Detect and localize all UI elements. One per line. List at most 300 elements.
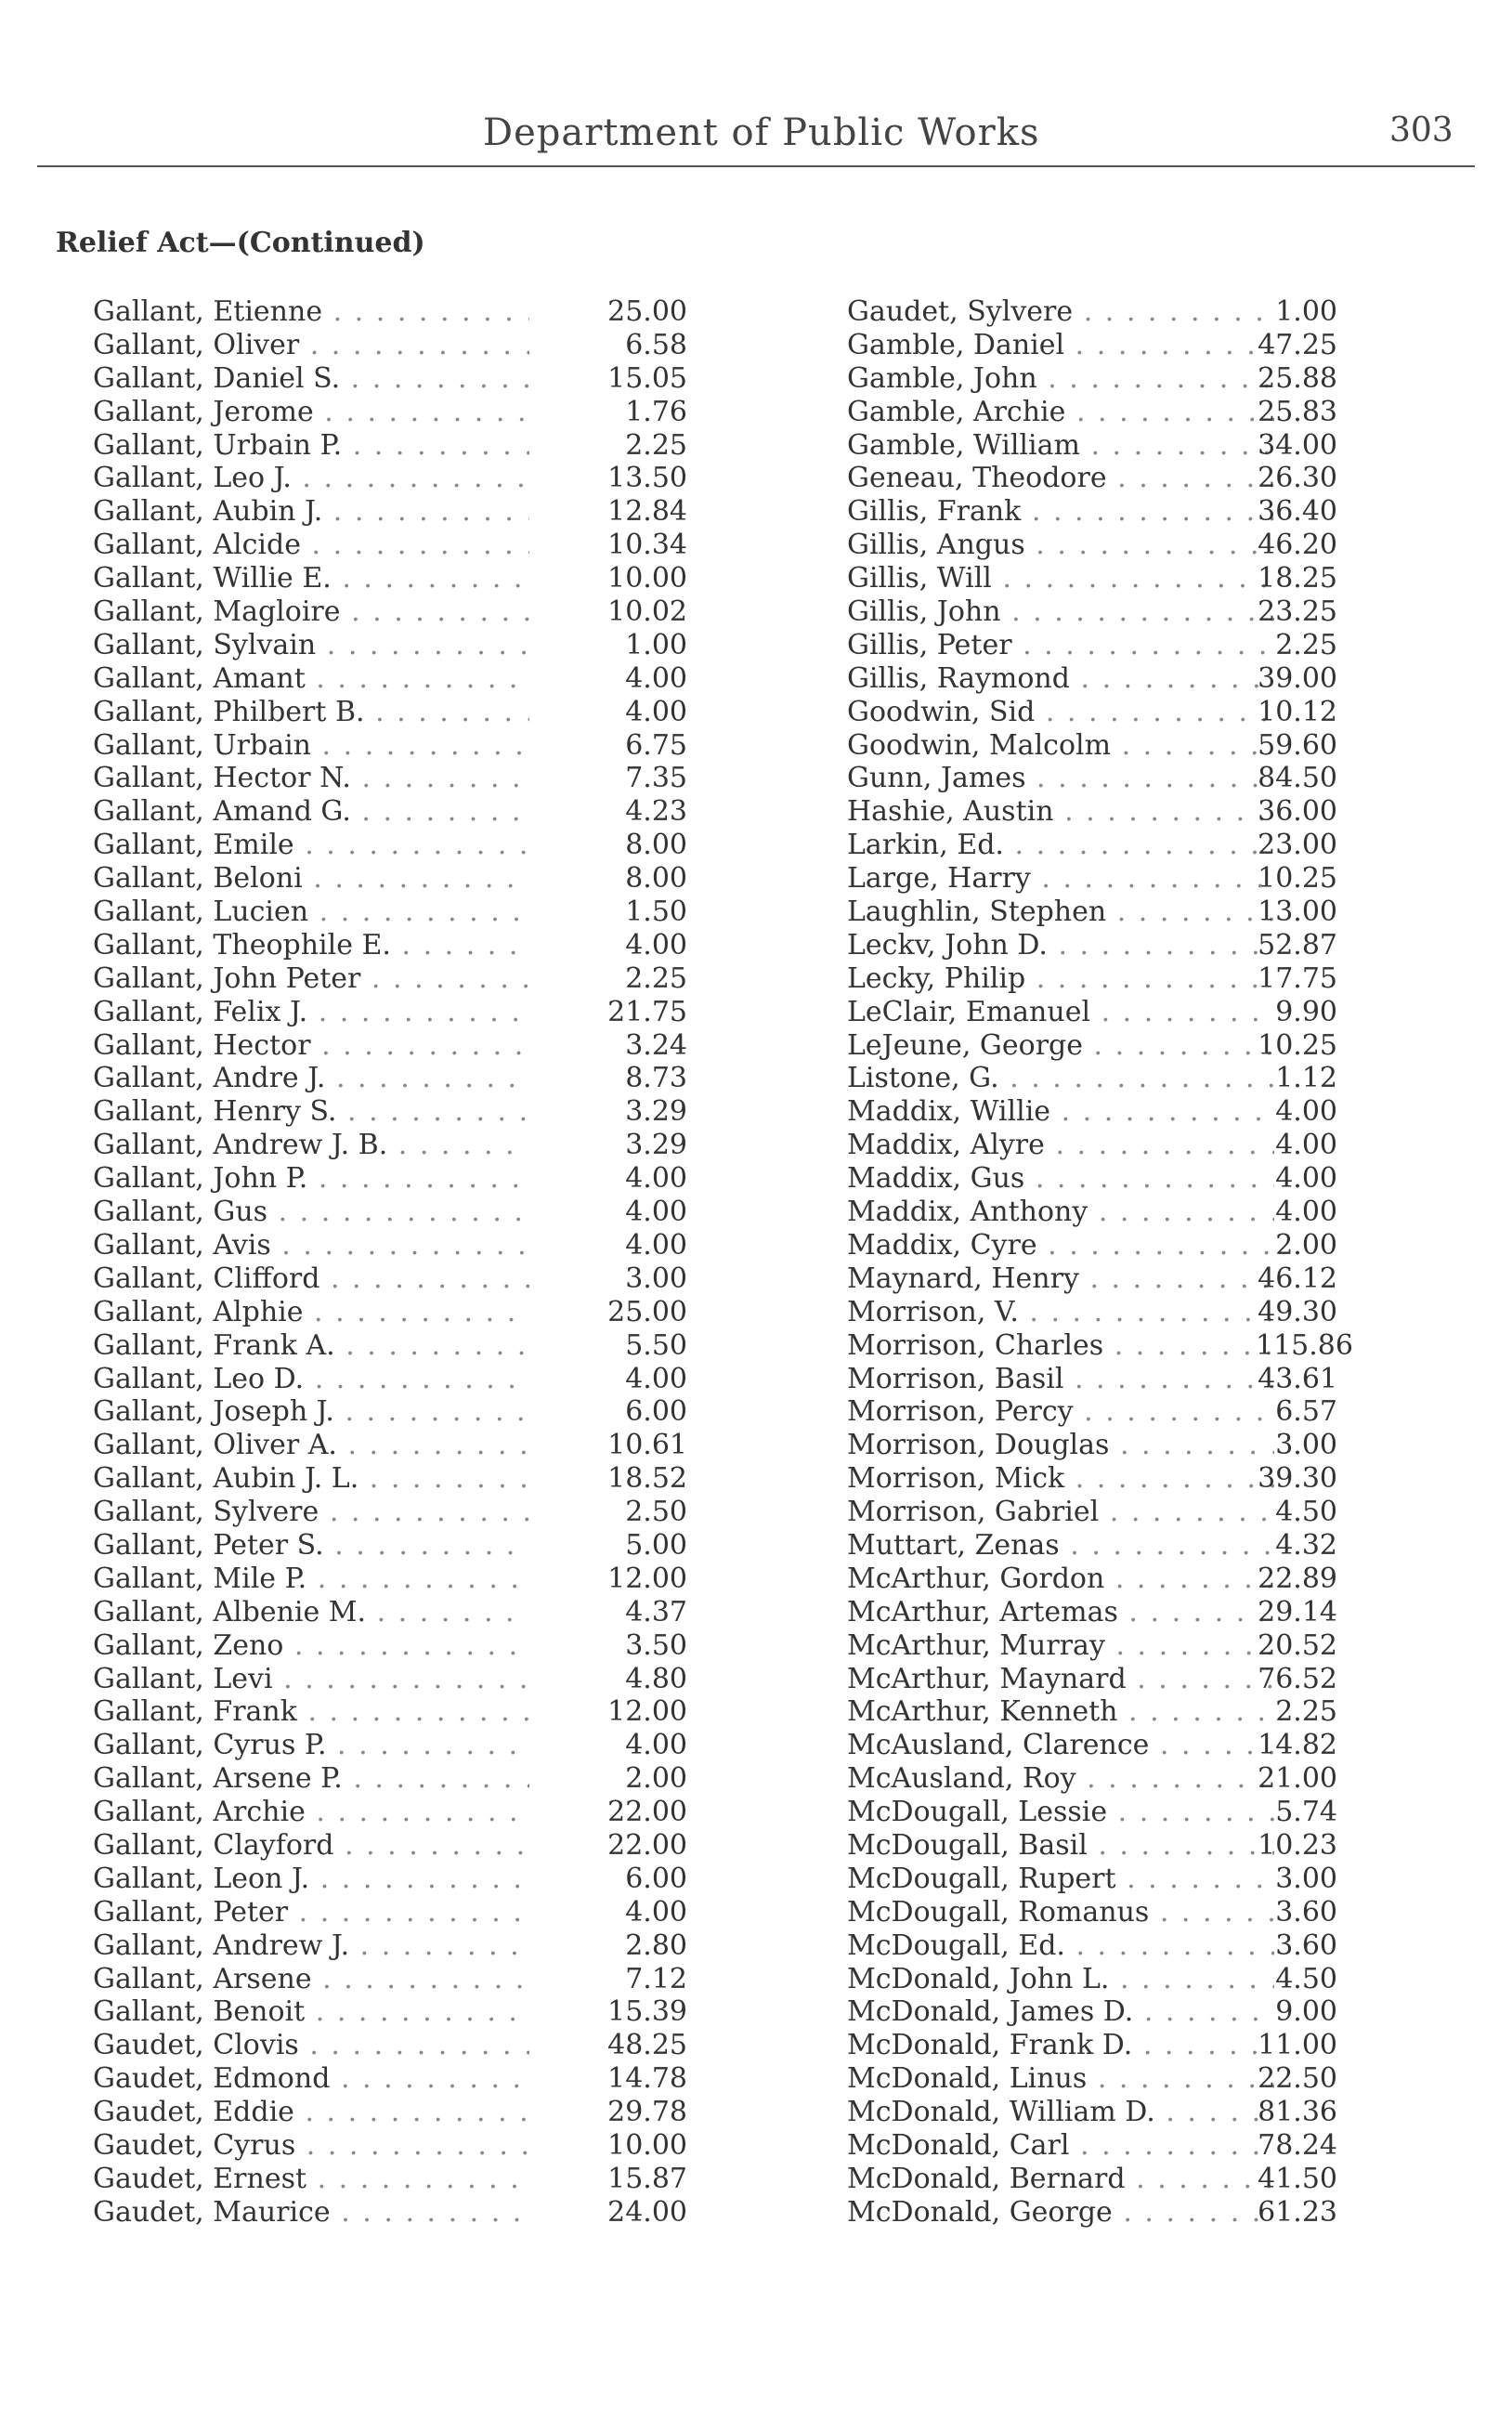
list-item bbox=[847, 495, 1497, 529]
payment-amount: 4.00 bbox=[625, 1162, 687, 1196]
payment-amount: 10.02 bbox=[607, 595, 687, 629]
list-item bbox=[93, 2163, 743, 2196]
list-item bbox=[93, 696, 743, 729]
list-item bbox=[93, 962, 743, 996]
payee-name: Gaudet, Sylvere . . . bbox=[847, 295, 1274, 329]
payment-amount: 10.61 bbox=[607, 1429, 687, 1462]
list-item bbox=[847, 1629, 1497, 1663]
list-item bbox=[93, 929, 743, 962]
payee-name: McDougall, Lessie . . . bbox=[847, 1796, 1274, 1829]
payee-name: Gallant, Daniel S. . . . bbox=[93, 362, 529, 396]
list-item bbox=[93, 2096, 743, 2129]
list-item bbox=[847, 2196, 1497, 2229]
payment-amount: 36.00 bbox=[1258, 795, 1337, 829]
payee-name: LeClair, Emanuel . . . bbox=[847, 996, 1274, 1029]
payee-name: Gillis, Will . . . bbox=[847, 562, 1274, 595]
list-item bbox=[847, 1896, 1497, 1929]
payment-amount: 15.39 bbox=[607, 1995, 687, 2029]
payee-name: McDougall, Romanus . . . bbox=[847, 1896, 1274, 1929]
list-item bbox=[847, 595, 1497, 629]
payee-name: Gallant, Zeno . . . bbox=[93, 1629, 529, 1663]
payment-amount: 46.12 bbox=[1258, 1262, 1337, 1295]
payee-name: Gallant, Frank A. . . . bbox=[93, 1329, 529, 1363]
payee-name: Muttart, Zenas . . . bbox=[847, 1529, 1274, 1563]
payee-name: Morrison, Percy . . . bbox=[847, 1395, 1274, 1429]
list-item bbox=[93, 1296, 743, 1329]
payment-amount: 21.00 bbox=[1258, 1762, 1337, 1796]
payment-amount: 10.00 bbox=[607, 2128, 687, 2162]
payee-name: McDougall, Ed. . . . bbox=[847, 1929, 1274, 1963]
list-item bbox=[93, 595, 743, 629]
payment-amount: 10.23 bbox=[1258, 1828, 1337, 1862]
payee-name: Gallant, Etienne . . . bbox=[93, 295, 529, 329]
payment-amount: 10.12 bbox=[1258, 695, 1337, 728]
list-item bbox=[93, 1729, 743, 1762]
page-header bbox=[0, 111, 1512, 167]
payment-amount: 15.87 bbox=[607, 2162, 687, 2195]
payee-name: McDonald, Bernard . . . bbox=[847, 2163, 1274, 2196]
payee-name: Gallant, Gus . . . bbox=[93, 1196, 529, 1229]
payee-name: McDonald, Linus . . . bbox=[847, 2062, 1274, 2096]
payment-amount: 26.30 bbox=[1258, 462, 1337, 495]
payment-amount: 11.00 bbox=[1258, 2029, 1337, 2062]
list-item bbox=[847, 562, 1497, 595]
list-item bbox=[847, 1162, 1497, 1196]
payment-amount: 1.76 bbox=[625, 395, 687, 428]
payment-amount: 18.52 bbox=[607, 1462, 687, 1496]
list-item bbox=[847, 1963, 1497, 1996]
payee-name: McArthur, Gordon . . . bbox=[847, 1563, 1274, 1596]
list-item bbox=[847, 1395, 1497, 1429]
list-item bbox=[847, 1095, 1497, 1129]
payee-name: Gallant, Emile . . . bbox=[93, 829, 529, 862]
payment-amount: 4.00 bbox=[1275, 1129, 1337, 1162]
payee-name: Gamble, William . . . bbox=[847, 429, 1274, 463]
payment-amount: 4.00 bbox=[625, 661, 687, 695]
payment-amount: 4.37 bbox=[625, 1595, 687, 1628]
payee-name: McDougall, Rupert . . . bbox=[847, 1863, 1274, 1896]
list-item bbox=[93, 362, 743, 396]
payee-name: McDonald, James D. . . . bbox=[847, 1995, 1274, 2029]
payee-name: Goodwin, Sid . . . bbox=[847, 696, 1274, 729]
payee-name: Gallant, Oliver . . . bbox=[93, 329, 529, 362]
payee-name: Gallant, Hector . . . bbox=[93, 1029, 529, 1063]
payment-amount: 39.00 bbox=[1258, 661, 1337, 695]
list-item bbox=[93, 1929, 743, 1963]
payment-amount: 29.14 bbox=[1258, 1595, 1337, 1628]
left-column bbox=[93, 295, 743, 2229]
payment-amount: 18.25 bbox=[1258, 562, 1337, 595]
section-title: Relief Act—(Continued) bbox=[56, 227, 425, 259]
list-item bbox=[93, 2029, 743, 2062]
payment-amount: 8.00 bbox=[625, 829, 687, 862]
payee-name: Morrison, Douglas . . . bbox=[847, 1429, 1274, 1462]
payee-name: Gallant, Avis . . . bbox=[93, 1229, 529, 1262]
payment-amount: 12.84 bbox=[607, 495, 687, 529]
payment-amount: 10.25 bbox=[1258, 1028, 1337, 1062]
list-item bbox=[93, 1829, 743, 1863]
payee-name: Gallant, Alphie . . . bbox=[93, 1296, 529, 1329]
payment-amount: 6.58 bbox=[625, 328, 687, 361]
list-item bbox=[847, 996, 1497, 1029]
list-item bbox=[847, 862, 1497, 896]
list-item bbox=[847, 429, 1497, 463]
list-item bbox=[93, 762, 743, 795]
list-item bbox=[93, 295, 743, 329]
list-item bbox=[93, 1196, 743, 1229]
payee-name: Gallant, Aubin J. . . . bbox=[93, 495, 529, 529]
payee-name: Gallant, Hector N. . . . bbox=[93, 762, 529, 795]
payment-amount: 3.60 bbox=[1275, 1895, 1337, 1929]
list-item bbox=[93, 562, 743, 595]
payment-amount: 76.52 bbox=[1258, 1662, 1337, 1695]
payee-name: Morrison, Charles . . . bbox=[847, 1329, 1274, 1363]
payee-name: Gaudet, Ernest . . . bbox=[93, 2163, 529, 2196]
payment-amount: 13.00 bbox=[1258, 896, 1337, 929]
list-item bbox=[847, 1995, 1497, 2029]
list-item bbox=[847, 1363, 1497, 1396]
list-item bbox=[93, 1496, 743, 1529]
payment-amount: 2.25 bbox=[625, 428, 687, 462]
payment-amount: 21.75 bbox=[607, 995, 687, 1028]
payee-name: Gamble, Archie . . . bbox=[847, 396, 1274, 429]
payment-amount: 7.35 bbox=[625, 762, 687, 795]
payment-amount: 4.50 bbox=[1275, 1962, 1337, 1995]
list-item bbox=[93, 2196, 743, 2229]
payment-amount: 1.00 bbox=[1275, 295, 1337, 328]
payee-name: Gallant, Willie E. . . . bbox=[93, 562, 529, 595]
payment-amount: 3.60 bbox=[1275, 1929, 1337, 1962]
payment-amount: 10.25 bbox=[1258, 862, 1337, 896]
payee-name: Gallant, Amand G. . . . bbox=[93, 795, 529, 829]
list-item bbox=[847, 1129, 1497, 1162]
list-item bbox=[847, 2062, 1497, 2096]
payment-amount: 25.88 bbox=[1258, 361, 1337, 395]
payment-amount: 4.00 bbox=[625, 1895, 687, 1929]
list-item bbox=[847, 1729, 1497, 1762]
list-item bbox=[847, 362, 1497, 396]
payee-name: McArthur, Kenneth . . . bbox=[847, 1695, 1274, 1729]
page-number: 303 bbox=[1389, 111, 1453, 150]
payment-amount: 13.50 bbox=[607, 462, 687, 495]
payment-amount: 34.00 bbox=[1258, 428, 1337, 462]
payee-name: Morrison, Basil . . . bbox=[847, 1363, 1274, 1396]
payment-amount: 3.24 bbox=[625, 1028, 687, 1062]
payment-amount: 25.83 bbox=[1258, 395, 1337, 428]
payee-name: Gaudet, Cyrus . . . bbox=[93, 2129, 529, 2163]
list-item bbox=[847, 1429, 1497, 1462]
payee-name: Gallant, Albenie M. . . . bbox=[93, 1596, 529, 1629]
payee-name: Gallant, John Peter . . . bbox=[93, 962, 529, 996]
list-item bbox=[93, 1429, 743, 1462]
payment-amount: 41.50 bbox=[1258, 2162, 1337, 2195]
payee-name: Leckv, John D. . . . bbox=[847, 929, 1274, 962]
payment-amount: 2.00 bbox=[625, 1762, 687, 1796]
payee-name: Gallant, Oliver A. . . . bbox=[93, 1429, 529, 1462]
list-item bbox=[847, 629, 1497, 662]
payment-amount: 8.73 bbox=[625, 1062, 687, 1095]
payee-name: Gallant, Clifford . . . bbox=[93, 1262, 529, 1296]
list-item bbox=[847, 1229, 1497, 1262]
payment-amount: 22.50 bbox=[1258, 2062, 1337, 2096]
payee-name: Gallant, Andrew J. . . . bbox=[93, 1929, 529, 1963]
payment-amount: 7.12 bbox=[625, 1962, 687, 1995]
list-item bbox=[847, 1762, 1497, 1796]
list-item bbox=[93, 1262, 743, 1296]
list-item bbox=[847, 762, 1497, 795]
payee-name: Maddix, Willie . . . bbox=[847, 1095, 1274, 1129]
payee-name: Gallant, Lucien . . . bbox=[93, 896, 529, 929]
payee-name: Maddix, Cyre . . . bbox=[847, 1229, 1274, 1262]
payment-amount: 15.05 bbox=[607, 361, 687, 395]
payee-name: Gallant, Frank . . . bbox=[93, 1695, 529, 1729]
payment-amount: 4.00 bbox=[1275, 1162, 1337, 1196]
payee-name: McDonald, John L. . . . bbox=[847, 1963, 1274, 1996]
payee-name: Lecky, Philip . . . bbox=[847, 962, 1274, 996]
payment-amount: 23.00 bbox=[1258, 829, 1337, 862]
list-item bbox=[847, 1695, 1497, 1729]
list-item bbox=[93, 1596, 743, 1629]
list-item bbox=[847, 1062, 1497, 1095]
payment-amount: 3.00 bbox=[625, 1262, 687, 1295]
payee-name: Gallant, Cyrus P. . . . bbox=[93, 1729, 529, 1762]
payee-name: Gallant, Magloire . . . bbox=[93, 595, 529, 629]
payment-amount: 6.00 bbox=[625, 1395, 687, 1429]
list-item bbox=[847, 1196, 1497, 1229]
payee-name: Gillis, Angus . . . bbox=[847, 529, 1274, 562]
payee-name: Gaudet, Clovis . . . bbox=[93, 2029, 529, 2062]
list-item bbox=[847, 396, 1497, 429]
payee-name: Gallant, Peter S. . . . bbox=[93, 1529, 529, 1563]
payment-amount: 49.30 bbox=[1258, 1295, 1337, 1328]
list-item bbox=[93, 1229, 743, 1262]
right-column bbox=[847, 295, 1497, 2229]
payee-name: Morrison, Mick . . . bbox=[847, 1462, 1274, 1496]
list-item bbox=[93, 1796, 743, 1829]
payment-amount: 36.40 bbox=[1258, 495, 1337, 529]
payment-amount: 12.00 bbox=[607, 1695, 687, 1729]
list-item bbox=[93, 1162, 743, 1196]
list-item bbox=[847, 329, 1497, 362]
list-item bbox=[847, 1596, 1497, 1629]
list-item bbox=[93, 896, 743, 929]
payee-name: Gillis, Frank . . . bbox=[847, 495, 1274, 529]
payee-name: LeJeune, George . . . bbox=[847, 1029, 1274, 1063]
page-title: Department of Public Works bbox=[483, 111, 1040, 154]
payee-name: Gaudet, Edmond . . . bbox=[93, 2062, 529, 2096]
payee-name: Maddix, Anthony . . . bbox=[847, 1196, 1274, 1229]
payment-amount: 39.30 bbox=[1258, 1462, 1337, 1496]
payment-amount: 4.23 bbox=[625, 795, 687, 829]
payee-name: Gallant, Theophile E. . . . bbox=[93, 929, 529, 962]
list-item bbox=[847, 2029, 1497, 2062]
payment-amount: 4.00 bbox=[625, 1729, 687, 1762]
payment-amount: 23.25 bbox=[1258, 595, 1337, 629]
list-item bbox=[93, 1762, 743, 1796]
payee-name: Gallant, Sylvain . . . bbox=[93, 629, 529, 662]
payee-name: Gallant, Urbain P. . . . bbox=[93, 429, 529, 463]
list-item bbox=[847, 529, 1497, 562]
payment-amount: 59.60 bbox=[1258, 728, 1337, 762]
payment-amount: 6.57 bbox=[1275, 1395, 1337, 1429]
payee-name: Morrison, V. . . . bbox=[847, 1296, 1274, 1329]
list-item bbox=[93, 1363, 743, 1396]
payee-name: Gallant, Leo J. . . . bbox=[93, 462, 529, 495]
payment-amount: 1.50 bbox=[625, 896, 687, 929]
payment-amount: 14.82 bbox=[1258, 1729, 1337, 1762]
payment-amount: 22.00 bbox=[607, 1796, 687, 1829]
payment-amount: 81.36 bbox=[1258, 2096, 1337, 2129]
payment-amount: 2.80 bbox=[625, 1929, 687, 1962]
list-item bbox=[93, 1995, 743, 2029]
payee-name: Gallant, Jerome . . . bbox=[93, 396, 529, 429]
list-item bbox=[93, 1896, 743, 1929]
payee-name: Gallant, Leon J. . . . bbox=[93, 1863, 529, 1896]
payee-name: McArthur, Maynard . . . bbox=[847, 1663, 1274, 1696]
list-item bbox=[847, 1663, 1497, 1696]
payment-amount: 6.00 bbox=[625, 1862, 687, 1895]
payee-name: McAusland, Clarence . . . bbox=[847, 1729, 1274, 1762]
payee-name: Geneau, Theodore . . . bbox=[847, 462, 1274, 495]
payee-name: Gillis, Raymond . . . bbox=[847, 662, 1274, 696]
payment-amount: 8.00 bbox=[625, 862, 687, 896]
payee-name: McDonald, Carl . . . bbox=[847, 2129, 1274, 2163]
list-item bbox=[847, 2129, 1497, 2163]
list-item bbox=[847, 1329, 1497, 1363]
list-item bbox=[93, 495, 743, 529]
list-item bbox=[93, 629, 743, 662]
header-rule bbox=[37, 165, 1475, 167]
payment-amount: 1.12 bbox=[1275, 1062, 1337, 1095]
payment-amount: 4.00 bbox=[625, 1196, 687, 1229]
list-item bbox=[93, 1863, 743, 1896]
payee-name: Gallant, Arsene . . . bbox=[93, 1963, 529, 1996]
payment-amount: 61.23 bbox=[1258, 2195, 1337, 2229]
payment-amount: 22.89 bbox=[1258, 1562, 1337, 1595]
list-item bbox=[847, 295, 1497, 329]
payee-name: Gallant, Clayford . . . bbox=[93, 1829, 529, 1863]
payee-name: Gamble, Daniel . . . bbox=[847, 329, 1274, 362]
payee-name: Goodwin, Malcolm . . . bbox=[847, 729, 1274, 763]
payee-name: Gallant, Sylvere . . . bbox=[93, 1496, 529, 1529]
payment-amount: 20.52 bbox=[1258, 1628, 1337, 1662]
payee-name: McDonald, Frank D. . . . bbox=[847, 2029, 1274, 2062]
list-item bbox=[847, 1929, 1497, 1963]
list-item bbox=[847, 462, 1497, 495]
list-item bbox=[847, 929, 1497, 962]
payment-amount: 46.20 bbox=[1258, 529, 1337, 562]
list-item bbox=[847, 2163, 1497, 2196]
payee-name: McArthur, Artemas . . . bbox=[847, 1596, 1274, 1629]
payee-name: Gillis, Peter . . . bbox=[847, 629, 1274, 662]
payment-amount: 4.80 bbox=[625, 1662, 687, 1695]
list-item bbox=[93, 1129, 743, 1162]
payee-name: Maddix, Gus . . . bbox=[847, 1162, 1274, 1196]
payee-name: Gallant, Benoit . . . bbox=[93, 1995, 529, 2029]
list-item bbox=[93, 1663, 743, 1696]
list-item bbox=[847, 2096, 1497, 2129]
payment-amount: 3.00 bbox=[1275, 1862, 1337, 1895]
list-item bbox=[93, 662, 743, 696]
list-item bbox=[93, 1329, 743, 1363]
payee-name: Maynard, Henry . . . bbox=[847, 1262, 1274, 1296]
payment-amount: 3.29 bbox=[625, 1129, 687, 1162]
payment-amount: 4.00 bbox=[1275, 1095, 1337, 1129]
payment-amount: 25.00 bbox=[607, 295, 687, 328]
list-item bbox=[847, 1829, 1497, 1863]
list-item bbox=[93, 1629, 743, 1663]
list-item bbox=[847, 1529, 1497, 1563]
payment-amount: 78.24 bbox=[1258, 2128, 1337, 2162]
payment-amount: 3.50 bbox=[625, 1628, 687, 1662]
payee-name: Gallant, Arsene P. . . . bbox=[93, 1762, 529, 1796]
payment-amount: 10.00 bbox=[607, 562, 687, 595]
list-item bbox=[847, 1262, 1497, 1296]
payee-name: Gillis, John . . . bbox=[847, 595, 1274, 629]
list-item bbox=[93, 1095, 743, 1129]
payee-name: Gallant, Philbert B. . . . bbox=[93, 696, 529, 729]
payment-amount: 4.50 bbox=[1275, 1496, 1337, 1529]
payment-amount: 2.50 bbox=[625, 1496, 687, 1529]
list-item bbox=[93, 1529, 743, 1563]
list-item bbox=[847, 729, 1497, 763]
payment-amount: 3.29 bbox=[625, 1095, 687, 1129]
payment-amount: 5.74 bbox=[1275, 1796, 1337, 1829]
payee-name: Gunn, James . . . bbox=[847, 762, 1274, 795]
payee-name: Gallant, Levi . . . bbox=[93, 1663, 529, 1696]
payment-amount: 17.75 bbox=[1258, 961, 1337, 995]
payment-amount: 47.25 bbox=[1258, 328, 1337, 361]
payment-amount: 48.25 bbox=[607, 2029, 687, 2062]
list-item bbox=[93, 429, 743, 463]
list-item bbox=[93, 829, 743, 862]
payment-amount: 29.78 bbox=[607, 2096, 687, 2129]
payee-name: Gallant, Joseph J. . . . bbox=[93, 1395, 529, 1429]
payment-amount: 4.00 bbox=[625, 695, 687, 728]
payee-name: Gaudet, Maurice . . . bbox=[93, 2196, 529, 2229]
list-item bbox=[93, 462, 743, 495]
payment-amount: 9.00 bbox=[1275, 1995, 1337, 2029]
list-item bbox=[847, 1563, 1497, 1596]
payment-amount: 5.50 bbox=[625, 1328, 687, 1362]
list-item bbox=[847, 962, 1497, 996]
list-item bbox=[847, 1796, 1497, 1829]
payment-amount: 5.00 bbox=[625, 1528, 687, 1562]
payment-amount: 2.00 bbox=[1275, 1228, 1337, 1262]
payee-name: Gallant, Alcide . . . bbox=[93, 529, 529, 562]
payee-name: Laughlin, Stephen . . . bbox=[847, 896, 1274, 929]
list-item bbox=[93, 1563, 743, 1596]
payment-amount: 2.25 bbox=[1275, 1695, 1337, 1729]
list-item bbox=[93, 795, 743, 829]
list-item bbox=[847, 1462, 1497, 1496]
list-item bbox=[93, 1062, 743, 1095]
list-item bbox=[847, 896, 1497, 929]
payment-amount: 6.75 bbox=[625, 728, 687, 762]
payment-amount: 24.00 bbox=[607, 2195, 687, 2229]
payee-name: McDonald, George . . . bbox=[847, 2196, 1274, 2229]
list-item bbox=[93, 329, 743, 362]
payee-name: Morrison, Gabriel . . . bbox=[847, 1496, 1274, 1529]
payee-name: McAusland, Roy . . . bbox=[847, 1762, 1274, 1796]
payment-amount: 2.25 bbox=[625, 961, 687, 995]
payee-name: Gallant, Mile P. . . . bbox=[93, 1563, 529, 1596]
payment-amount: 84.50 bbox=[1258, 762, 1337, 795]
payment-amount: 3.00 bbox=[1275, 1429, 1337, 1462]
list-item bbox=[93, 1695, 743, 1729]
payment-amount: 12.00 bbox=[607, 1562, 687, 1595]
payment-amount: 9.90 bbox=[1275, 995, 1337, 1028]
